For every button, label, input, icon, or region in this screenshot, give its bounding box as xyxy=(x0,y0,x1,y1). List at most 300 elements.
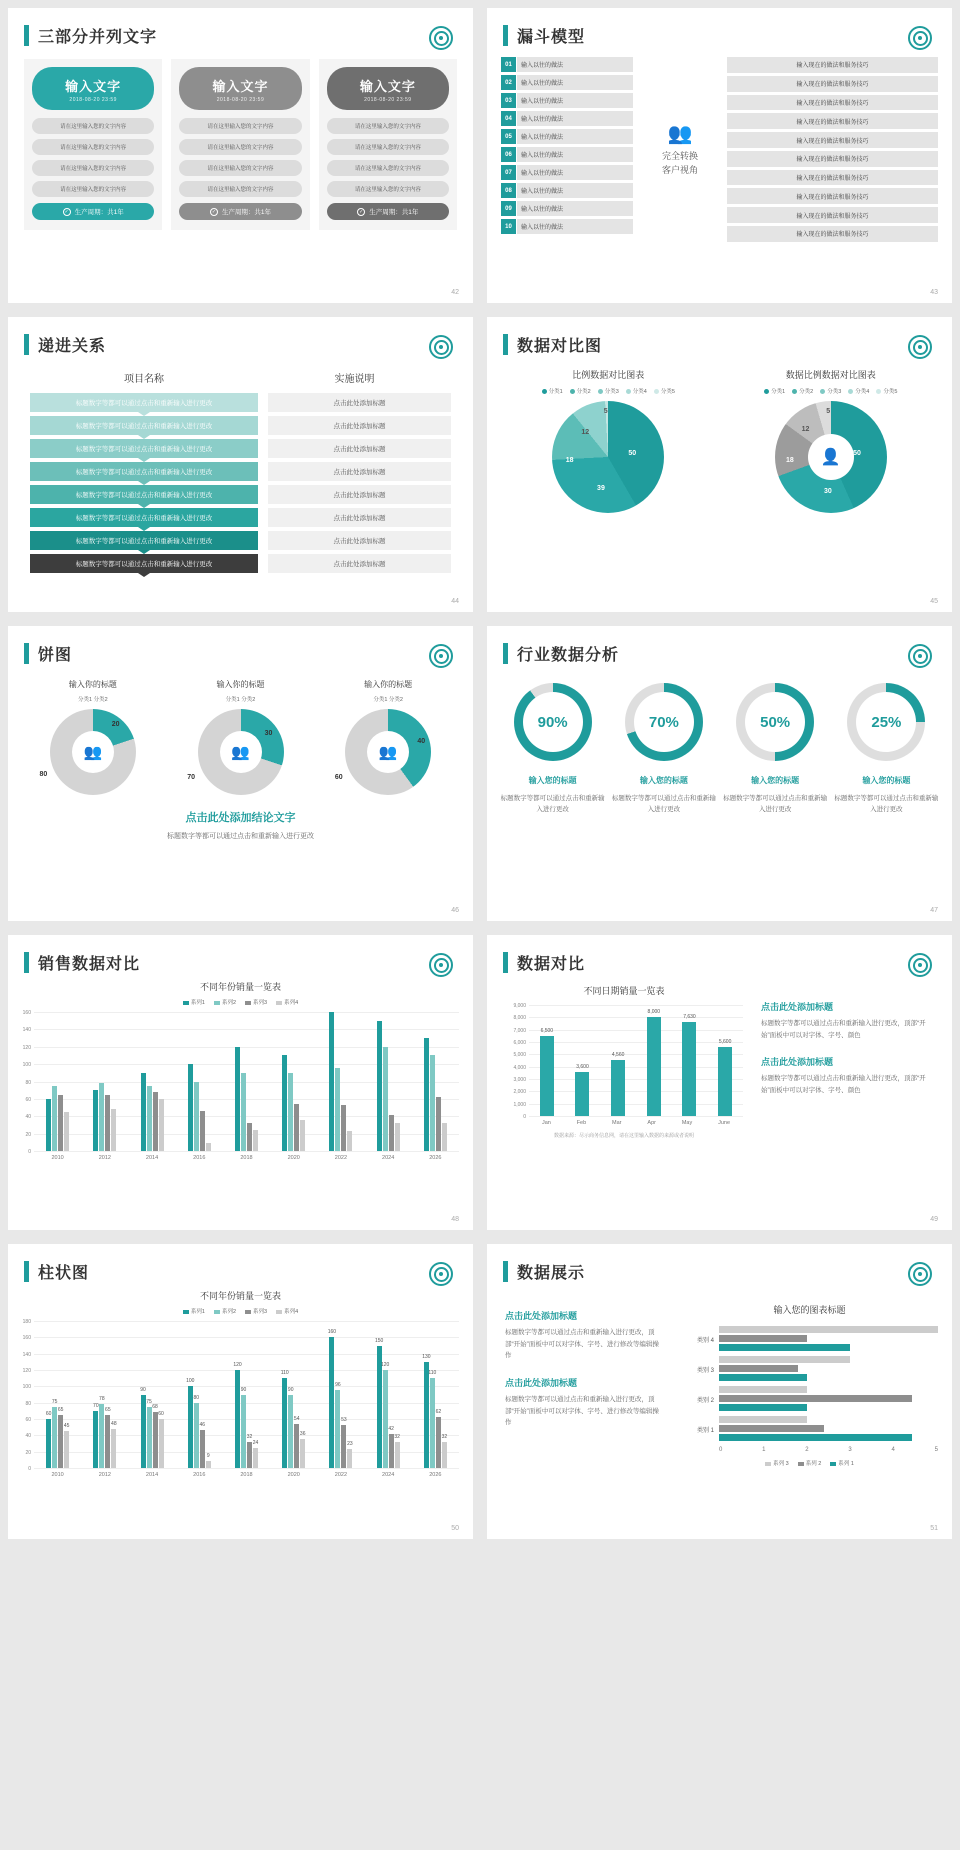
bar-stack xyxy=(719,1356,938,1383)
legend-item: 分类5 xyxy=(654,387,675,395)
caption-line-2: 客户视角 xyxy=(661,164,698,175)
bar-label: 46 xyxy=(199,1422,206,1429)
bar-groups xyxy=(34,1012,459,1151)
slide-45-header xyxy=(487,317,952,356)
y-tick: 8,000 xyxy=(513,1015,526,1022)
column-2-header xyxy=(179,67,301,110)
bar xyxy=(442,1123,447,1151)
chart-title: 不同年份销量一览表 xyxy=(199,982,281,992)
x-tick: May xyxy=(681,1120,693,1126)
bar xyxy=(146,1398,152,1468)
bar xyxy=(436,1097,441,1151)
column-1 xyxy=(24,59,162,230)
bar-label: 53 xyxy=(341,1416,347,1423)
donut-2-value-big: 30 xyxy=(264,729,273,737)
list-item xyxy=(501,147,633,162)
percent-item-1-heading: 输入您的标题 xyxy=(528,776,577,785)
bar-label: 8,000 xyxy=(647,1009,661,1016)
chart-title: 不同日期销量一览表 xyxy=(583,986,665,996)
bar xyxy=(206,1452,211,1468)
bar-label: 75 xyxy=(51,1398,58,1405)
bar-group xyxy=(235,1321,258,1468)
x-tick: 2016 xyxy=(193,1155,206,1161)
list-item: 请在这里输入您的文字内容 xyxy=(179,181,301,197)
bar xyxy=(241,1073,246,1151)
donut-row xyxy=(8,665,473,795)
y-tick: 6,000 xyxy=(513,1039,526,1046)
person-icon: 👤 xyxy=(808,434,854,480)
slide-46-header xyxy=(8,626,473,665)
row-text: 输入以往的做法 xyxy=(516,93,633,108)
title-accent-bar xyxy=(24,952,29,973)
bar xyxy=(45,1411,52,1468)
legend-item: 分类3 xyxy=(820,387,841,395)
row-number: 05 xyxy=(501,129,516,144)
bar-label: 60 xyxy=(158,1411,164,1417)
bar xyxy=(719,1386,807,1393)
bar xyxy=(300,1120,305,1151)
percent-item-2-text: 标题数字等都可以通过点击和重新输入进行更改 xyxy=(611,795,716,814)
x-tick: 2024 xyxy=(382,1155,395,1161)
pie-label: 5 xyxy=(603,407,608,415)
y-tick: 3,000 xyxy=(513,1076,526,1083)
y-tick: 4,000 xyxy=(513,1064,526,1071)
bar-chart-49 xyxy=(513,1003,743,1120)
bar-label: 24 xyxy=(252,1440,259,1447)
bar-group xyxy=(235,1012,258,1151)
slide-43-header xyxy=(487,8,952,47)
column-2-subheading: 2018-08-20 23:59 xyxy=(216,97,265,103)
bar xyxy=(377,1021,382,1151)
bar-label: 75 xyxy=(146,1398,152,1405)
column-1-footer-label: 生产周期：共1年 xyxy=(74,209,124,216)
bar xyxy=(235,1047,240,1151)
logo-icon xyxy=(429,335,453,359)
row-number: 10 xyxy=(501,219,516,234)
bar-label: 90 xyxy=(287,1386,294,1393)
title-accent-bar xyxy=(24,334,29,355)
check-icon: ✓ xyxy=(64,208,69,215)
bar-group xyxy=(329,1321,352,1468)
x-tick: 2022 xyxy=(334,1155,348,1161)
bar-group xyxy=(718,1005,732,1116)
bar xyxy=(105,1095,110,1151)
row-text: 输入以往的做法 xyxy=(516,75,633,90)
row-text: 输入以往的做法 xyxy=(516,111,633,126)
list-item xyxy=(501,57,633,72)
row-right-cell: 点击此处添加标题 xyxy=(268,439,451,458)
source-note: 数据来源：尽示商务信息网，请在这里输入数据的来源或者说明 xyxy=(553,1133,694,1139)
x-tick: 2010 xyxy=(51,1155,64,1161)
bar xyxy=(206,1143,211,1151)
slide-48 xyxy=(8,935,473,1230)
column-2-footer-label: 生产周期：共1年 xyxy=(221,209,272,216)
bar xyxy=(246,1433,253,1468)
people-icon: 👥 xyxy=(72,731,114,773)
slide-46 xyxy=(8,626,473,921)
logo-icon xyxy=(908,335,932,359)
x-tick: 2014 xyxy=(145,1155,159,1161)
bar xyxy=(200,1111,205,1151)
x-tick: 2012 xyxy=(98,1155,111,1161)
page-number: 50 xyxy=(451,1525,459,1532)
donut-3 xyxy=(317,679,459,795)
donut-3-value-big: 40 xyxy=(417,738,426,746)
bar xyxy=(428,1370,437,1468)
legend-item: 系列4 xyxy=(276,1307,298,1315)
logo-icon xyxy=(429,644,453,668)
bar-label: 78 xyxy=(99,1396,105,1403)
bar-group xyxy=(611,1005,625,1116)
bar-chart-50 xyxy=(22,1319,459,1472)
page-number: 44 xyxy=(451,598,459,605)
bar xyxy=(105,1406,111,1468)
row-left-cell xyxy=(30,508,258,527)
pie-label: 12 xyxy=(801,425,810,433)
donut-2 xyxy=(170,679,312,795)
row-left-cell xyxy=(30,416,258,435)
slide-49-body xyxy=(487,974,952,1139)
x-tick: 4 xyxy=(891,1447,895,1453)
bar xyxy=(247,1123,252,1151)
donut-3-value-small: 60 xyxy=(334,774,343,782)
logo-icon xyxy=(429,953,453,977)
legend-item: 系列1 xyxy=(183,1307,205,1315)
table-row xyxy=(30,531,451,550)
percent-item-3-text: 标题数字等都可以通过点击和重新输入进行更改 xyxy=(723,795,828,814)
title-accent-bar xyxy=(503,1261,508,1282)
bar-label: 5,600 xyxy=(718,1038,732,1045)
pie-chart-1 xyxy=(497,368,720,513)
bar xyxy=(394,1433,400,1468)
x-axis-48 xyxy=(34,1155,459,1161)
pie-charts-row xyxy=(487,356,952,513)
column-header-2: 实施说明 xyxy=(334,374,375,385)
x-tick: 2012 xyxy=(98,1472,111,1478)
bar-group xyxy=(282,1321,305,1468)
text-blocks-49 xyxy=(749,978,940,1139)
percent-item-4 xyxy=(833,683,940,815)
chart-title: 不同年份销量一览表 xyxy=(199,1291,281,1301)
slide-45 xyxy=(487,317,952,612)
column-1-subheading: 2018-08-20 23:59 xyxy=(69,97,117,103)
y-tick: 80 xyxy=(25,1079,31,1086)
x-tick: 2014 xyxy=(145,1472,159,1478)
column-1-heading: 输入文字 xyxy=(65,79,122,94)
page-title: 三部分并列文字 xyxy=(38,29,158,46)
bar xyxy=(347,1441,353,1468)
row-left-cell xyxy=(30,462,258,481)
row-right-cell: 点击此处添加标题 xyxy=(268,462,451,481)
bar xyxy=(383,1047,388,1151)
page-number: 49 xyxy=(930,1216,938,1223)
page-title: 行业数据分析 xyxy=(517,647,620,664)
table-row xyxy=(30,462,451,481)
bar xyxy=(93,1402,99,1468)
ring-90 xyxy=(514,683,592,761)
list-item: 输入现在的做法和服务技巧 xyxy=(727,151,938,167)
x-tick: 2026 xyxy=(429,1155,442,1161)
donut-1-value-small: 80 xyxy=(39,770,48,778)
bar xyxy=(147,1086,152,1151)
chart-legend xyxy=(8,1307,473,1315)
ring-50 xyxy=(736,683,814,761)
legend-item: 分类1 xyxy=(764,387,785,395)
bar-label: 68 xyxy=(152,1404,158,1411)
column-3-footer xyxy=(327,203,449,220)
page-number: 51 xyxy=(930,1525,938,1532)
page-title: 递进关系 xyxy=(38,338,107,355)
row-left-cell xyxy=(30,393,258,412)
bar xyxy=(140,1386,146,1469)
y-tick: 120 xyxy=(22,1367,31,1374)
y-tick: 80 xyxy=(25,1400,31,1407)
bar-group xyxy=(93,1012,116,1151)
bar xyxy=(719,1425,824,1432)
x-tick: Feb xyxy=(576,1120,587,1126)
bar xyxy=(159,1099,164,1151)
pie-label: 39 xyxy=(597,485,605,492)
bar-group xyxy=(93,1321,116,1468)
x-axis-51 xyxy=(719,1447,938,1453)
x-axis-49 xyxy=(529,1120,743,1126)
title-accent-bar xyxy=(503,952,508,973)
funnel-left-list xyxy=(501,57,633,245)
bar xyxy=(141,1073,146,1151)
bar-stack xyxy=(719,1386,938,1413)
x-tick: Apr xyxy=(647,1120,656,1126)
pie-shape xyxy=(552,401,664,513)
block-1-text: 标题数字等都可以通过点击和重新输入进行更改，顶部“开始”面板中可以对字体、字号、进行修改等编辑操作 xyxy=(505,1329,659,1360)
x-tick: 2018 xyxy=(240,1155,253,1161)
y-tick: 120 xyxy=(22,1044,31,1051)
x-tick: 2024 xyxy=(382,1472,395,1478)
pie-chart-2 xyxy=(720,368,943,513)
donut-3-legend: 分类1 分类2 xyxy=(373,697,403,703)
y-tick: 140 xyxy=(22,1351,31,1358)
bar-label: 65 xyxy=(105,1406,111,1413)
bar-label: 36 xyxy=(299,1430,306,1437)
slide-44-header xyxy=(8,317,473,356)
page-number: 42 xyxy=(451,289,459,296)
list-item: 请在这里输入您的文字内容 xyxy=(32,160,154,176)
slide-50 xyxy=(8,1244,473,1539)
row-right-cell: 点击此处添加标题 xyxy=(268,531,451,550)
y-tick: 类别 3 xyxy=(696,1368,714,1374)
check-icon: ✓ xyxy=(359,208,364,215)
row-right-cell: 点击此处添加标题 xyxy=(268,393,451,412)
list-item xyxy=(501,111,633,126)
bar-group xyxy=(188,1321,211,1468)
x-tick: 2026 xyxy=(429,1472,442,1478)
y-tick: 60 xyxy=(25,1096,31,1103)
funnel-diagram xyxy=(487,47,952,245)
y-tick: 60 xyxy=(25,1416,31,1423)
bar-label: 120 xyxy=(380,1362,390,1368)
percent-item-2 xyxy=(610,683,717,815)
list-item xyxy=(501,93,633,108)
bar xyxy=(152,1404,158,1468)
bar xyxy=(288,1073,293,1151)
y-tick: 0 xyxy=(523,1114,526,1120)
row-text: 输入以往的做法 xyxy=(516,57,633,72)
pie-canvas-1 xyxy=(497,401,720,513)
bar-label: 23 xyxy=(347,1441,353,1448)
bar-group xyxy=(681,1386,938,1413)
bar xyxy=(540,1027,554,1116)
table-row xyxy=(30,508,451,527)
bar xyxy=(719,1335,807,1342)
bar xyxy=(575,1063,589,1116)
block-1-text: 标题数字等都可以通过点击和重新输入进行更改，顶部“开始”面板中可以对字体、字号、颜色 xyxy=(761,1020,926,1039)
bar-label: 7,630 xyxy=(683,1013,696,1020)
bar xyxy=(719,1404,807,1411)
ring-90-value: 90% xyxy=(523,692,583,752)
bar xyxy=(335,1068,340,1151)
y-tick: 0 xyxy=(28,1149,31,1155)
bar-chart-48 xyxy=(22,1010,459,1155)
column-3-subheading: 2018-08-20 23:59 xyxy=(364,97,412,103)
bar-label: 90 xyxy=(140,1386,146,1393)
x-tick: 2010 xyxy=(51,1472,64,1478)
x-tick: 2016 xyxy=(193,1472,206,1478)
bar xyxy=(341,1105,346,1151)
donut-3-shape xyxy=(334,709,431,795)
slide-42-header xyxy=(8,8,473,47)
bar xyxy=(188,1064,193,1151)
row-left-text: 标题数字等都可以通过点击和重新输入进行更改 xyxy=(75,492,213,499)
slide-48-header xyxy=(8,935,473,974)
x-tick: Mar xyxy=(612,1120,622,1126)
pie-label: 12 xyxy=(581,429,590,436)
row-number: 04 xyxy=(501,111,516,126)
percent-item-3-heading: 输入您的标题 xyxy=(751,776,800,785)
legend-item: 分类5 xyxy=(876,387,897,395)
page-number: 48 xyxy=(451,1216,459,1223)
bar xyxy=(335,1381,341,1468)
bar xyxy=(341,1416,347,1468)
title-accent-bar xyxy=(24,1261,29,1282)
row-number: 09 xyxy=(501,201,516,216)
row-text: 输入以往的做法 xyxy=(516,219,633,234)
list-item: 输入现在的做法和服务技巧 xyxy=(727,95,938,111)
people-icon: 👥 xyxy=(367,731,409,773)
y-tick: 9,000 xyxy=(513,1003,526,1009)
conclusion-title: 点击此处添加结论文字 xyxy=(185,812,296,824)
row-number: 03 xyxy=(501,93,516,108)
x-tick: June xyxy=(718,1120,731,1126)
y-tick: 180 xyxy=(22,1319,31,1325)
bar-groups xyxy=(34,1321,459,1468)
x-tick: 5 xyxy=(934,1447,938,1453)
bar-label: 62 xyxy=(435,1409,442,1416)
chart-legend xyxy=(667,1459,952,1467)
block-1-heading: 点击此处添加标题 xyxy=(505,1311,578,1321)
donut-shape xyxy=(775,401,887,513)
block-1-heading: 点击此处添加标题 xyxy=(761,1002,834,1012)
ring-25 xyxy=(847,683,925,761)
legend-item: 分类4 xyxy=(626,387,647,395)
list-item: 请在这里输入您的文字内容 xyxy=(32,139,154,155)
bar xyxy=(64,1112,69,1151)
table-header xyxy=(30,370,451,385)
donut-1-shape xyxy=(39,709,136,795)
bar-label: 65 xyxy=(57,1406,64,1413)
column-2-footer xyxy=(179,203,301,220)
donut-1-title: 输入你的标题 xyxy=(68,680,117,689)
legend-item: 分类2 xyxy=(570,387,591,395)
horizontal-bar-chart xyxy=(681,1326,938,1443)
bar-group xyxy=(424,1012,447,1151)
bar xyxy=(327,1329,337,1468)
logo-icon xyxy=(908,644,932,668)
bar-label: 4,560 xyxy=(611,1051,625,1058)
page-title: 销售数据对比 xyxy=(38,956,141,973)
slide-42 xyxy=(8,8,473,303)
bar xyxy=(93,1090,98,1151)
chart-title: 比例数据对比图表 xyxy=(572,370,645,380)
slide-47 xyxy=(487,626,952,921)
bar-label: 6,500 xyxy=(540,1027,554,1034)
bar xyxy=(287,1386,294,1469)
logo-icon xyxy=(429,26,453,50)
slide-49-header xyxy=(487,935,952,974)
bar xyxy=(186,1378,195,1468)
table-row xyxy=(30,393,451,412)
column-3-footer-label: 生产周期：共1年 xyxy=(369,209,419,216)
column-2 xyxy=(171,59,309,230)
row-right-cell: 点击此处添加标题 xyxy=(268,416,451,435)
bar-label: 120 xyxy=(233,1362,242,1368)
list-item xyxy=(501,201,633,216)
bar xyxy=(253,1130,258,1151)
y-tick: 类别 4 xyxy=(696,1338,714,1344)
row-right-cell: 点击此处添加标题 xyxy=(268,554,451,573)
bar-label: 42 xyxy=(388,1425,394,1432)
row-left-cell xyxy=(30,485,258,504)
list-item xyxy=(501,183,633,198)
bar-group xyxy=(424,1321,447,1468)
bar-group xyxy=(377,1012,400,1151)
list-item: 输入现在的做法和服务技巧 xyxy=(727,188,938,204)
list-item: 输入现在的做法和服务技巧 xyxy=(727,226,938,242)
row-left-cell xyxy=(30,439,258,458)
bar xyxy=(58,1095,63,1151)
logo-icon xyxy=(429,1262,453,1286)
column-header-1: 项目名称 xyxy=(124,374,164,385)
text-blocks-51 xyxy=(487,1283,667,1467)
y-tick: 140 xyxy=(22,1027,31,1034)
page-title: 数据对比 xyxy=(517,956,586,973)
table-row xyxy=(30,554,451,573)
bar-label: 110 xyxy=(428,1370,437,1377)
list-item: 输入现在的做法和服务技巧 xyxy=(727,170,938,186)
bar-label: 54 xyxy=(293,1415,300,1422)
bar xyxy=(719,1434,912,1441)
x-tick: 3 xyxy=(848,1447,852,1453)
block-2-text: 标题数字等都可以通过点击和重新输入进行更改，顶部“开始”面板中可以对字体、字号、颜色 xyxy=(761,1075,926,1095)
row-number: 08 xyxy=(501,183,516,198)
bar-group xyxy=(188,1012,211,1151)
chart-title: 输入您的图表标题 xyxy=(773,1305,846,1315)
bar xyxy=(63,1423,70,1468)
bar xyxy=(294,1104,299,1151)
donut-2-value-small: 70 xyxy=(187,774,195,782)
bar-label: 3,600 xyxy=(576,1063,589,1070)
page-number: 47 xyxy=(930,907,938,914)
progression-table xyxy=(8,356,473,573)
percent-item-2-heading: 输入您的标题 xyxy=(639,776,688,785)
